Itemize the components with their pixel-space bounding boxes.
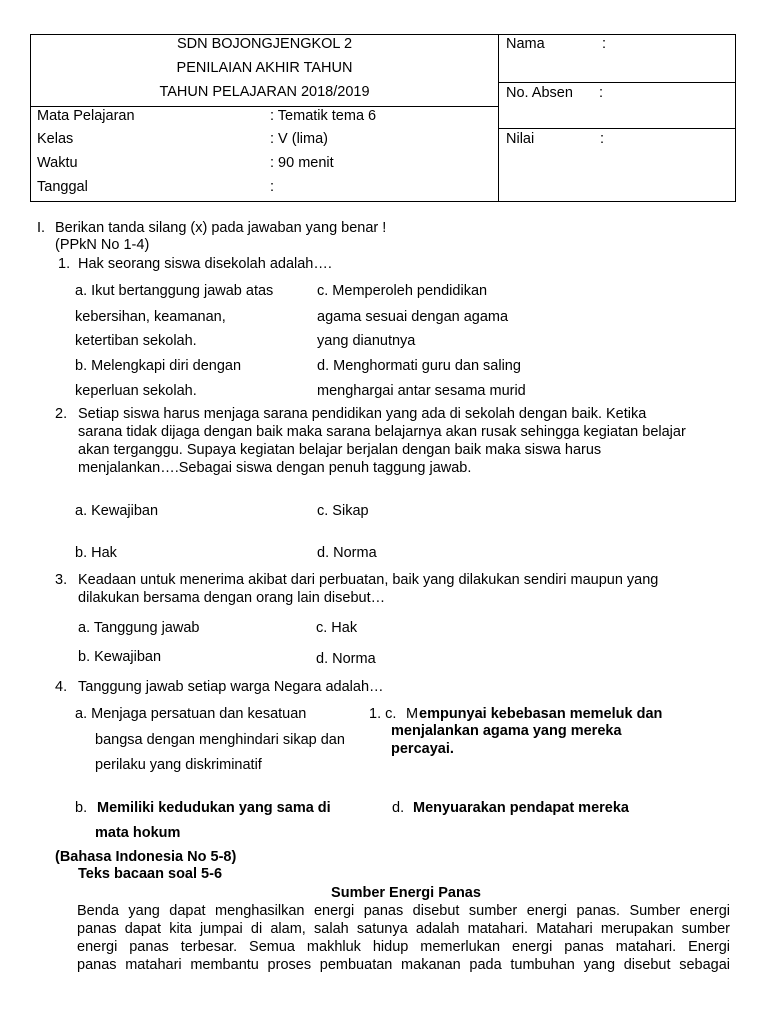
q3-option-a[interactable]: a. Tanggung jawab: [78, 620, 200, 636]
school-name: SDN BOJONGJENGKOL 2: [176, 36, 353, 52]
q1-option-a-line: ketertiban sekolah.: [75, 333, 197, 349]
q3-option-b[interactable]: b. Kewajiban: [78, 649, 162, 665]
colon-nama: :: [602, 36, 607, 52]
label-nama: Nama: [506, 36, 545, 52]
q1-option-c-line: yang dianutnya: [317, 333, 416, 349]
reading-line: energi panas terbesar. Semua makhluk hidup memerlukan energi panas matahari. Energi: [77, 939, 730, 955]
q3-text-line: dilakukan bersama dengan orang lain disebut…: [78, 590, 386, 606]
label-waktu: Waktu: [37, 155, 78, 171]
q1-text: Hak seorang siswa disekolah adalah….: [78, 256, 332, 272]
q1-option-d-line: menghargai antar sesama murid: [317, 383, 526, 399]
label-no-absen: No. Absen: [506, 85, 573, 101]
q2-option-d[interactable]: d. Norma: [317, 545, 377, 561]
q1-option-c-line: agama sesuai dengan agama: [317, 309, 509, 325]
q4-option-c-number[interactable]: 1. c.: [369, 706, 397, 722]
colon-nilai: :: [600, 131, 605, 147]
q4-option-d-prefix[interactable]: d.: [392, 800, 405, 816]
q1-option-b[interactable]: b. Melengkapi diri dengan: [75, 358, 242, 374]
q4-option-a-line: perilaku yang diskriminatif: [95, 757, 262, 773]
reading-title: Sumber Energi Panas: [331, 885, 481, 901]
section-number: I.: [37, 220, 46, 236]
label-nilai: Nilai: [506, 131, 535, 147]
q3-number: 3.: [55, 572, 68, 588]
label-kelas: Kelas: [37, 131, 74, 147]
q3-option-c[interactable]: c. Hak: [316, 620, 358, 636]
q4-option-a-line: bangsa dengan menghindari sikap dan: [95, 732, 345, 748]
q2-number: 2.: [55, 406, 68, 422]
q2-option-b[interactable]: b. Hak: [75, 545, 117, 561]
value-kelas: : V (lima): [270, 131, 328, 147]
q4-option-c: empunyai kebebasan memeluk dan: [419, 706, 663, 722]
q2-option-c[interactable]: c. Sikap: [317, 503, 369, 519]
q4-option-c-first-letter: M: [406, 706, 419, 722]
q2-option-a[interactable]: a. Kewajiban: [75, 503, 159, 519]
q1-option-b-line: keperluan sekolah.: [75, 383, 197, 399]
q1-option-d[interactable]: d. Menghormati guru dan saling: [317, 358, 521, 374]
q4-number: 4.: [55, 679, 68, 695]
reading-line: Benda yang dapat menghasilkan energi panas disebut sumber energi panas. Sumber energi: [77, 903, 730, 919]
reading-line: panas dapat kita jumpai di alam, salah satunya adalah matahari. Matahari merupakan sumber: [77, 921, 730, 937]
label-mata-pelajaran: Mata Pelajaran: [37, 108, 135, 124]
q4-option-c-line: percayai.: [391, 741, 454, 757]
section2-title: (Bahasa Indonesia No 5-8): [55, 849, 237, 865]
label-tanggal: Tanggal: [37, 179, 88, 195]
q4-option-b-line: mata hokum: [95, 825, 181, 841]
q1-number: 1.: [58, 256, 71, 272]
q1-option-a-line: kebersihan, keamanan,: [75, 309, 226, 325]
q3-option-d[interactable]: d. Norma: [316, 651, 376, 667]
colon-no-absen: :: [599, 85, 604, 101]
q4-option-c-line: menjalankan agama yang mereka: [391, 723, 622, 739]
q4-option-a[interactable]: a. Menjaga persatuan dan kesatuan: [75, 706, 307, 722]
q4-option-b: Memiliki kedudukan yang sama di: [97, 800, 331, 816]
value-waktu: : 90 menit: [270, 155, 334, 171]
q2-text-line: sarana tidak dijaga dengan baik maka sarana belajarnya akan rusak sehingga kegiatan belajar: [78, 424, 686, 440]
section2-subtitle: Teks bacaan soal 5-6: [78, 866, 223, 882]
section-subtitle: (PPkN No 1-4): [55, 237, 150, 253]
reading-line: panas matahari membantu proses pembuatan makanan pada tumbuhan yang disebut sebagai: [77, 957, 730, 973]
q1-option-a[interactable]: a. Ikut bertanggung jawab atas: [75, 283, 274, 299]
q2-text-line: akan terganggu. Supaya kegiatan belajar berjalan dengan baik maka siswa harus: [78, 442, 602, 458]
value-tanggal: :: [270, 179, 275, 195]
exam-title: PENILAIAN AKHIR TAHUN: [176, 60, 353, 76]
q4-text: Tanggung jawab setiap warga Negara adalah…: [78, 679, 384, 695]
q2-text-line: menjalankan….Sebagai siswa dengan penuh taggung jawab.: [78, 460, 472, 476]
section-instruction: Berikan tanda silang (x) pada jawaban yang benar !: [55, 220, 387, 236]
q3-text-line: Keadaan untuk menerima akibat dari perbuatan, baik yang dilakukan sendiri maupun yang: [78, 572, 659, 588]
q2-text-line: Setiap siswa harus menjaga sarana pendidikan yang ada di sekolah dengan baik. Ketika: [78, 406, 647, 422]
value-mata-pelajaran: : Tematik tema 6: [270, 108, 377, 124]
q4-option-b-prefix[interactable]: b.: [75, 800, 88, 816]
q4-option-d: Menyuarakan pendapat mereka: [413, 800, 629, 816]
q1-option-c[interactable]: c. Memperoleh pendidikan: [317, 283, 488, 299]
school-year: TAHUN PELAJARAN 2018/2019: [159, 84, 370, 100]
